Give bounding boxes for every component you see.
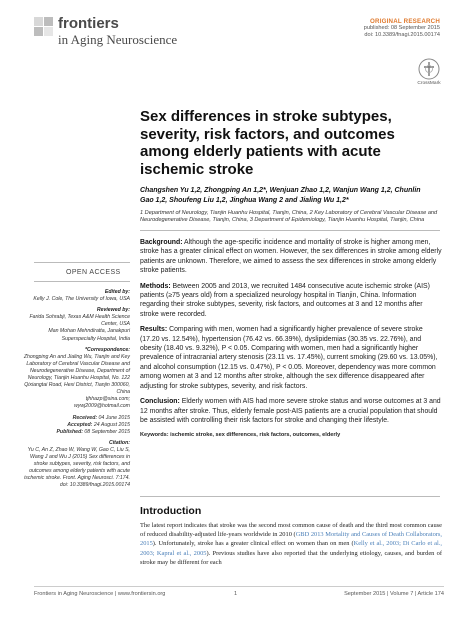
methods-text: Between 2005 and 2013, we recruited 1484 consecutive acute ischemic stroke (AIS) patients (≥75 years old) from a specialized neurology hospital in Tianjin, China. Information regarding their stroke subtypes, severity, risk factors, and outcomes at 3 and 12 months after stroke were recorded.: [140, 282, 430, 318]
background-label: Background:: [140, 239, 183, 246]
divider: [34, 262, 130, 263]
conclusion-text: Elderly women with AIS had more severe stroke status and worse outcomes at 3 and 12 months after stroke. Thus, elderly female post-AIS patients are a crucial population that should be assisted with controlling their risk factors for stroke and changing their lifestyle.: [140, 398, 441, 424]
crossmark-label: CrossMark: [417, 81, 441, 86]
footer-journal[interactable]: Frontiers in Aging Neuroscience | www.frontiersin.org: [34, 591, 166, 597]
abstract-methods: [140, 282, 442, 320]
divider: [140, 496, 440, 497]
correspondence-label: *Correspondence:: [85, 346, 130, 353]
citation-label: Citation:: [108, 439, 130, 446]
reviewer: Man Mohan Mehndiratta, Janakpuri Superspecialty Hospital, India: [48, 328, 130, 342]
journal-name: frontiers: [58, 15, 119, 32]
editor: Kelly J. Cole, The University of Iowa, USA: [33, 296, 130, 303]
introduction-text: [140, 521, 442, 567]
article-title: Sex differences in stroke subtypes, severity, risk factors, and outcomes among elderly patients with acute ischemic stroke: [140, 108, 395, 178]
reviewed-by-label: Reviewed by:: [96, 307, 130, 314]
email-link[interactable]: wywj2009@hotmail.com: [73, 403, 130, 410]
correspondence: [20, 347, 130, 411]
footer-volume: September 2015 | Volume 7 | Article 174: [344, 591, 444, 597]
published-date-side: [20, 429, 130, 436]
keywords: Keywords: ischemic stroke, sex differences, risk factors, outcomes, elderly: [140, 432, 341, 439]
crossmark-icon[interactable]: [418, 58, 440, 80]
citation: [20, 440, 130, 490]
background-text: Although the age-specific incidence and mortality of stroke is higher among men, stroke has a greater clinical effect on women. However, the sex differences in stroke among elderly patients are unknown. Therefore, we aimed to assess the sex differences in stroke among elderly stroke patients.: [140, 239, 442, 275]
page-number: 1: [234, 591, 238, 597]
published-value: 08 September 2015: [84, 428, 130, 435]
methods-label: Methods:: [140, 282, 171, 290]
received-value: 04 June 2015: [98, 414, 130, 421]
article-type: ORIGINAL RESEARCH: [370, 18, 440, 25]
accepted-label: Accepted:: [67, 421, 93, 428]
citation-text: Yu C, An Z, Zhao W, Wang W, Gao C, Liu S, Wang J and Wu J (2015) Sex differences in stroke subtypes, severity, risk factors, and outcomes among elderly patients with acute ischemic stroke. Front. Aging Neurosci. 7:174. doi: 10.3389/fnagi.2015.00174: [24, 446, 130, 489]
abstract-background: [140, 238, 442, 276]
divider: [34, 586, 444, 587]
abstract-conclusion: [140, 397, 442, 425]
intro-text-a: The latest report indicates that stroke was the second most common cause of death and the third most common cause of reduced disability-adjusted life-years worldwide in 2010 (: [140, 522, 442, 539]
abstract: [140, 238, 442, 441]
intro-text-c: ). Previous studies have also reported that the underlying etiology, causes, and burden of stroke may be different for each: [140, 549, 442, 566]
results-text: Comparing with men, women had a significantly higher prevalence of severe stroke (17.20 vs. 12.54%), hypertension (76.42 vs. 66.39%), dyslipidemias (30.35 vs. 22.76%), and obesity (18.40 vs. 9.32%), P < 0.05. Comparing with women, men had a significantly higher prevalence of intracranial artery stenosis (23.11 vs. 17.45%), current smoking (29.60 vs. 13.05%), and alcohol consumption (12.15 vs. 0.47%), P < 0.05. Moreover, dependency was more common among women at 3 and 12 months after stroke, although the sex difference disappeared after adjusting for stroke subtypes, severity, and risk factors.: [140, 326, 438, 390]
edited-by-label: Edited by:: [104, 289, 130, 295]
conclusion-label: Conclusion:: [140, 398, 180, 406]
article-meta: [364, 18, 440, 40]
reviewed-by: [20, 307, 130, 342]
author-list: Changshen Yu 1,2, Zhongping An 1,2*, Wenjuan Zhao 1,2, Wanjun Wang 1,2, Chunlin Gao 1,2, Shoufeng Liu 1,2, Jinghua Wang 2 and Jialing Wu 1,2*: [140, 187, 421, 205]
correspondence-text: Zhongping An and Jialing Wu, Tianjin and Key Laboratory of Cerebral Vascular Disease and Neurodegenerative Disease, Department of Neurology, Tianjin Huanhu Hospital, No. 122 Qixiangtai Road, Hexi District, Tianjin 300060, China: [23, 353, 130, 396]
published-label: Published:: [56, 428, 83, 435]
doi-link[interactable]: doi: 10.3389/fnagi.2015.00174: [364, 32, 440, 39]
frontiers-logo-icon: [34, 17, 54, 37]
abstract-results: [140, 325, 442, 391]
article-info-sidebar: [20, 289, 130, 493]
accepted-date: [20, 422, 130, 429]
open-access-label: OPEN ACCESS: [66, 269, 121, 276]
email-link[interactable]: tjhhazp@sina.com;: [85, 396, 130, 403]
received-date: [20, 415, 130, 422]
results-label: Results:: [140, 326, 168, 334]
dates: [20, 415, 130, 436]
introduction-heading: Introduction: [140, 505, 202, 517]
received-label: Received:: [72, 414, 98, 421]
published-date: published: 08 September 2015: [363, 25, 440, 32]
divider: [34, 281, 130, 282]
intro-text-b: ). Unfortunately, stroke has a greater clinical effect on women than on men (: [152, 540, 354, 548]
citation-link[interactable]: Kelly et al., 2003; Di Carlo et al., 2003; Kapral et al., 2005: [140, 540, 442, 557]
divider: [140, 230, 440, 231]
accepted-value: 24 August 2015: [93, 421, 130, 428]
edited-by: [20, 289, 130, 303]
journal-subtitle: in Aging Neuroscience: [58, 32, 178, 47]
citation-link[interactable]: GBD 2013 Mortality and Causes of Death Collaborators, 2015: [140, 531, 442, 548]
reviewer: Farida Sohrabji, Texas A&M Health Science Center, USA: [29, 314, 130, 328]
affiliations: 1 Department of Neurology, Tianjin Huanhu Hospital, Tianjin, China, 2 Key Laboratory of Cerebral Vascular Disease and Neurodegenerative Disease, Tianjin, China, 3 Department of Epidemiology, Tianjin Huanhu Hospital, Tianjin, China: [140, 210, 438, 224]
